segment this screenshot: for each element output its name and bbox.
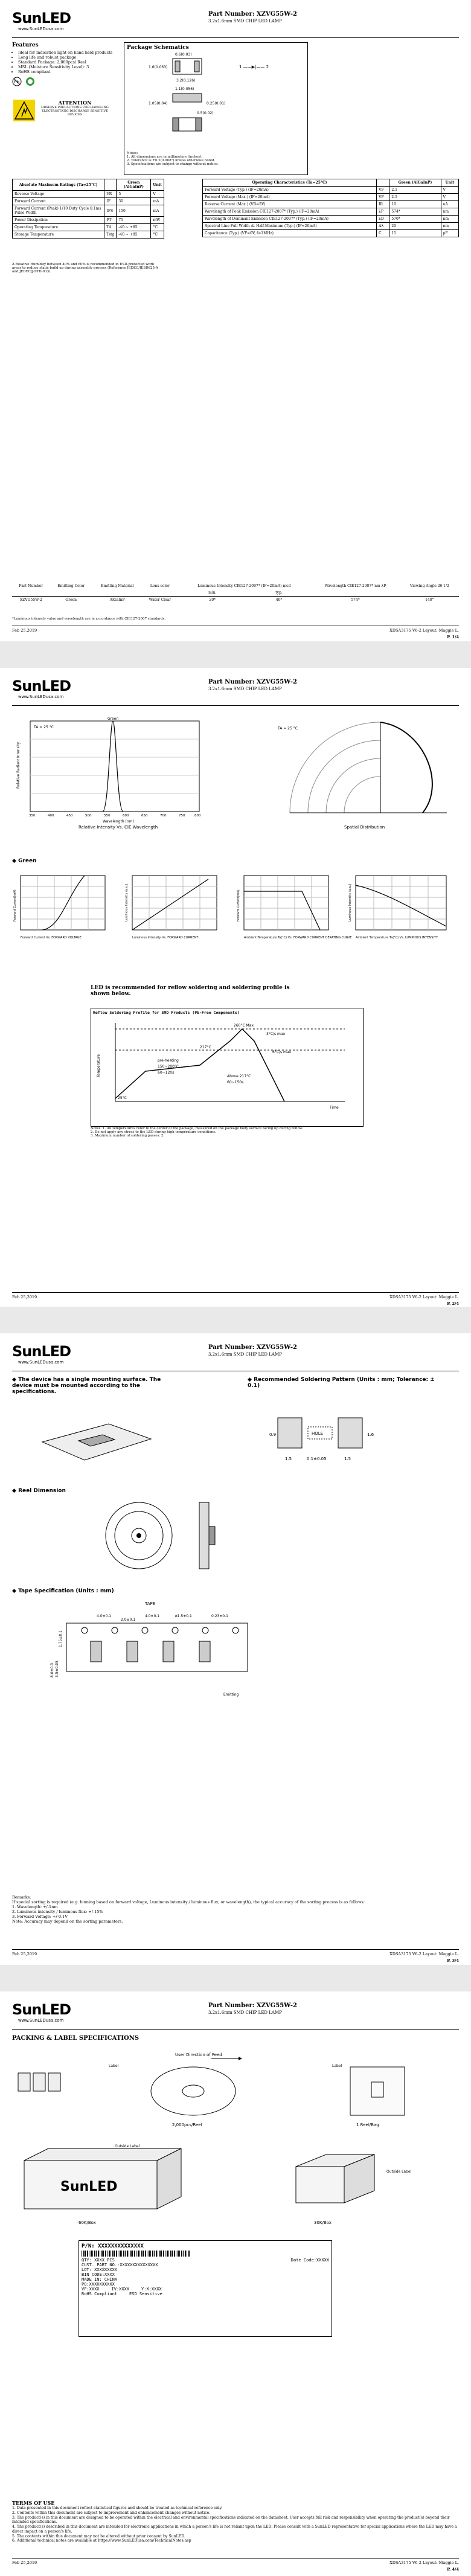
- table-row: [12, 597, 459, 604]
- y-label: Forward Current(mA): [13, 889, 17, 921]
- footer-date: Feb 25,2019: [12, 1295, 37, 1299]
- cell: IR: [377, 201, 389, 208]
- page-separator: [0, 641, 471, 668]
- remark-item: 1. Wavelength: +/-1nm: [12, 1905, 58, 1909]
- sunled-logo: [12, 2001, 71, 2023]
- cell: 15: [389, 230, 441, 237]
- table-header: Green (AlGaInP): [389, 179, 441, 187]
- schematic-title: Package Schematics: [127, 45, 189, 51]
- mount-title: ◆ The device has a single mounting surface. The device must be mounted according to the specifications.: [12, 1377, 161, 1395]
- cell: pF: [441, 230, 458, 237]
- cell: 150: [117, 205, 151, 217]
- tape-dim: 0.23±0.1: [211, 1614, 228, 1618]
- x-tick: 400: [48, 814, 54, 818]
- attention-title: ATTENTION: [58, 100, 92, 106]
- reflow-label: Temperature: [97, 1054, 101, 1077]
- mount-text: The device has a single mounting surface. The device must be mounted according to the specifications.: [12, 1377, 161, 1395]
- cell: nm: [441, 223, 458, 230]
- cell: mA: [151, 198, 164, 205]
- x-axis-label: Wavelength (nm): [103, 819, 134, 824]
- part-number: Part Number: XZVG55W-2: [208, 11, 297, 18]
- page-4: [0, 1991, 471, 2576]
- cell: 574*: [389, 208, 441, 216]
- subtitle: 3.2x1.6mm SMD CHIP LED LAMP: [208, 1352, 282, 1357]
- spatial-caption: Spatial Distribution: [344, 825, 385, 830]
- tape-dim: 4.0±0.1: [145, 1614, 160, 1618]
- cell: Reverse Voltage: [13, 191, 104, 198]
- brand-name: SunLED: [12, 10, 71, 27]
- y-label: Forward Current(mA): [237, 889, 240, 921]
- table-header: Unit: [151, 179, 164, 191]
- solder-pattern: [266, 1406, 386, 1472]
- label-line: LOT: XXXXXXXXX: [82, 2267, 118, 2272]
- col-header: Emitting Color: [57, 584, 85, 588]
- note-item: 2. Tolerance is ±0.2(0.008") unless otherwise noted.: [127, 159, 216, 162]
- table-header: Unit: [441, 179, 458, 187]
- spectrum-curve: [103, 721, 123, 812]
- dim-label: 0.25(0.01): [207, 101, 226, 106]
- box-brand: SunLED: [60, 2179, 118, 2194]
- reflow-profile: [91, 1008, 364, 1127]
- graph-iv-ta: [347, 873, 459, 952]
- cell: XZVG55W-2: [19, 598, 42, 602]
- tape-dim: 1.75±0.1: [59, 1630, 63, 1647]
- dim-label: 1.6(0.063): [149, 65, 168, 69]
- label-line: BIN CODE:XXXX: [82, 2272, 115, 2277]
- cell: 574*: [351, 598, 360, 602]
- ta-label: TA = 25 °C: [278, 726, 298, 731]
- table-header: [104, 179, 117, 191]
- solder-text: Recommended Soldering Pattern (Units : mm; Tolerance: ± 0.1): [248, 1377, 435, 1389]
- solder-dim: 1.5: [344, 1456, 351, 1461]
- table-header: Operating Characteristics (Ta=25°C): [203, 179, 377, 187]
- part-number: Part Number: XZVG55W-2: [208, 679, 297, 685]
- cell: 20: [389, 223, 441, 230]
- cell: Forward Voltage (Typ.) (IF=20mA): [203, 187, 377, 194]
- tape-dim: TAPE: [145, 1601, 156, 1606]
- characteristic-graphs: [12, 873, 459, 955]
- solder-dim: HOLE: [312, 1431, 324, 1436]
- spatial-curve: [380, 722, 432, 813]
- cell: °C: [151, 231, 164, 239]
- x-tick: 450: [66, 814, 73, 818]
- header-rule: [12, 2029, 459, 2030]
- table-row: [13, 205, 164, 217]
- page-number: P. 4/4: [447, 2567, 459, 2572]
- note-item: 1. All dimensions are in millimeters (inches).: [127, 155, 202, 159]
- cell: Operating Temperature: [13, 224, 104, 231]
- footer-doc: XDSA3175 V6-2 Layout: Maggie L.: [389, 628, 459, 633]
- cell: uA: [441, 201, 458, 208]
- table-row: [13, 198, 164, 205]
- table-row: [203, 230, 459, 237]
- reflow-label: 60~120s: [158, 1071, 175, 1075]
- reel-qty: 2,000pcs/Reel: [172, 2123, 202, 2127]
- graph-caption: Ambient Temperature Ta(°C) Vs. FORWARD CURRENT DERATING CURVE: [244, 936, 352, 940]
- cell: nm: [441, 216, 458, 223]
- footer-rule: [12, 1292, 459, 1293]
- label-line: VF:XXXX: [82, 2287, 100, 2292]
- packing-title: PACKING & LABEL SPECIFICATIONS: [12, 2035, 139, 2042]
- brand-url: www.SunLEDusa.com: [18, 2018, 64, 2023]
- cell: λD: [377, 216, 389, 223]
- brand-name: SunLED: [12, 2001, 71, 2018]
- table-row: [13, 191, 164, 198]
- table-row: [203, 216, 459, 223]
- label-line: IV:XXXX: [111, 2287, 130, 2292]
- dim-label: 3.2(0.126): [176, 78, 196, 83]
- features-list: [12, 50, 121, 74]
- terms-of-use: [12, 2500, 459, 2543]
- subtitle: 3.2x1.6mm SMD CHIP LED LAMP: [208, 19, 282, 24]
- table-row: [203, 223, 459, 230]
- package-drawing: [124, 50, 307, 156]
- col-header: Viewing Angle 2θ 1/2: [409, 584, 449, 588]
- cell: -40 ~ +85: [117, 231, 151, 239]
- footer-rule: [12, 1949, 459, 1950]
- remark-item: 2. Luminous intensity / luminous flux: +/-15%: [12, 1909, 103, 1914]
- cell: VR: [104, 191, 117, 198]
- reflow-note: 3. Maximum number of soldering passes: 2: [91, 1134, 164, 1138]
- cell: 2.1: [389, 187, 441, 194]
- label-line: MADE IN: CHINA: [82, 2277, 118, 2282]
- outside-label: Outside Label: [115, 2144, 140, 2148]
- cell: Forward Current (Peak) 1/10 Duty Cycle 0.1ms Pulse Width: [13, 205, 104, 217]
- page-number: P. 3/4: [447, 1958, 459, 1963]
- reflow-label: 260°C Max: [234, 1024, 254, 1028]
- col-header: Part Number: [19, 584, 43, 588]
- dim-label: 0.5(0.02): [197, 111, 214, 115]
- table-header: Absolute Maximum Ratings (Ta=25°C): [13, 179, 104, 191]
- reflow-note: Notes: 1. All temperatures refer to the center of the package, measured on the package body surface facing up during reflow.: [91, 1127, 303, 1130]
- barcode: [82, 2251, 190, 2257]
- cell: Power Dissipation: [13, 217, 104, 224]
- cell: V: [151, 191, 164, 198]
- solder-dim: 1.5: [285, 1456, 292, 1461]
- abs-max-table: [12, 179, 164, 239]
- remark-item: If special sorting is required (e.g. binning based on forward voltage, Luminous intensity / luminous flux, or wavelength), the typical accuracy of the sorting process is as follows:: [12, 1900, 365, 1905]
- label-line: ESD Sensitive: [129, 2292, 162, 2296]
- footer-doc: XDSA3175 V6-2 Layout: Maggie L.: [389, 1952, 459, 1956]
- subtitle: 3.2x1.6mm SMD CHIP LED LAMP: [208, 687, 282, 691]
- dim-label: 0.6(0.03): [175, 53, 192, 57]
- table-row: [203, 201, 459, 208]
- green-section-title: ◆ Green: [12, 858, 37, 864]
- cell: VF: [377, 187, 389, 194]
- dim-label: 1.1(0.056): [175, 87, 194, 91]
- x-tick: 550: [104, 814, 111, 818]
- col-header: Lens-color: [150, 584, 170, 588]
- page-2: [0, 668, 471, 1307]
- footer-doc: XDSA3175 V6-2 Layout: Maggie L.: [389, 2560, 459, 2565]
- table-row: [13, 217, 164, 224]
- cell: 2.5: [389, 194, 441, 201]
- table-header: Green (AlGaInP): [117, 179, 151, 191]
- table-row: [13, 231, 164, 239]
- col-subheader: typ.: [275, 591, 283, 595]
- pb-free-icon: [12, 77, 22, 86]
- reflow-title: LED is recommended for reflow soldering and soldering profile is shown below.: [91, 985, 290, 997]
- spectrum-caption: Relative Intensity Vs. CIE Wavelength: [78, 825, 158, 830]
- term-item: 2. Contents within this document are subject to improvement and enhancement changes without notice.: [12, 2510, 211, 2515]
- cell: 20*: [209, 598, 216, 602]
- reflow-label: 150~200°C: [158, 1065, 179, 1069]
- x-tick: 350: [29, 814, 36, 818]
- cell: Wavelength of Peak Emission CIE127-2007* (Typ.) (IF=20mA): [203, 208, 377, 216]
- graph-iv-if: [124, 873, 226, 952]
- reflow-chart-title: Reflow Soldering Profile for SMD Products (Pb-Free Components): [93, 1010, 240, 1015]
- solder-dim: 0.9: [269, 1432, 277, 1437]
- feed-label: User Direction of Feed: [175, 2052, 222, 2057]
- cell: Storage Temperature: [13, 231, 104, 239]
- feature-item: • Standard Package: 2,000pcs/ Reel: [18, 60, 121, 65]
- cell: Wavelength of Dominant Emission CIE127-2007* (Typ.) (IF=20mA): [203, 216, 377, 223]
- abs-note: A Relative Humidity between 40% and 60% is recommended in ESD-protected work areas to reduce static build up during assembly process (Reference JEDEC/JESD625-A and JEDEC/J-STD-033): [12, 263, 158, 274]
- tape-dim: ø1.5±0.1: [175, 1614, 192, 1618]
- col-subheader: min.: [208, 591, 217, 595]
- cell: 140°: [425, 598, 434, 602]
- svg-text:Pb: Pb: [14, 80, 20, 85]
- x-tick: 650: [141, 814, 148, 818]
- brand-url: www.SunLEDusa.com: [18, 27, 64, 31]
- col-header: Wavelength CIE127-2007* nm λP: [324, 584, 386, 588]
- reflow-label: 6°C/s max: [272, 1050, 292, 1054]
- cell: Δλ: [377, 223, 389, 230]
- cell: Forward Voltage (Max.) (IF=20mA): [203, 194, 377, 201]
- cell: mA: [151, 205, 164, 217]
- y-axis-label: Relative Radiant Intensity: [16, 742, 21, 789]
- box-drawing: [12, 2142, 459, 2233]
- solder-dim: 1.6: [367, 1432, 374, 1437]
- dim-label: 1.05(0.04): [149, 101, 168, 106]
- bag-qty: 1 Reel/Bag: [356, 2123, 379, 2127]
- part-number: Part Number: XZVG55W-2: [208, 1344, 297, 1351]
- x-tick: 600: [123, 814, 129, 818]
- packing-drawing: [12, 2049, 459, 2133]
- cell: Water Clear: [149, 598, 171, 602]
- feature-item: • RoHS compliant: [18, 69, 121, 74]
- cell: 40*: [275, 598, 283, 602]
- cell: Green: [65, 598, 77, 602]
- note-item: 3. Specifications are subject to change without notice.: [127, 162, 219, 166]
- term-item: 1. Data presented in this document reflect statistical figures and should be treated as technical reference only.: [12, 2506, 223, 2510]
- label-line: Y:X:XXXX: [141, 2287, 162, 2292]
- label-line: RoHS Compliant: [82, 2292, 118, 2296]
- outside-label: Outside Label: [386, 2170, 412, 2174]
- cell: 570*: [389, 216, 441, 223]
- reel-text: Reel Dimension: [18, 1488, 66, 1494]
- remark-item: 3. Forward Voltage: +/-0.1V: [12, 1914, 68, 1919]
- label-line: P/N: XXXXXXXXXXXXXX: [82, 2243, 144, 2249]
- graph-caption: Ambient Temperature Ta(°C) Vs. LUMINOUS INTENSITY: [356, 936, 438, 940]
- mounting-drawing: [36, 1412, 157, 1466]
- tape-dim: 3.5±0.05: [55, 1661, 59, 1677]
- page-number: P. 1/4: [447, 635, 459, 639]
- subtitle: 3.2x1.6mm SMD CHIP LED LAMP: [208, 2010, 282, 2015]
- cell: C: [377, 230, 389, 237]
- operating-table: [202, 179, 459, 237]
- brand-url: www.SunLEDusa.com: [18, 1360, 64, 1365]
- page-separator: [0, 1307, 471, 1333]
- cell: IFS: [104, 205, 117, 217]
- cell: TA: [104, 224, 117, 231]
- tape-dim: 4.0±0.1: [97, 1614, 112, 1618]
- solder-title: ◆ Recommended Soldering Pattern (Units : mm; Tolerance: ± 0.1): [248, 1377, 435, 1389]
- reflow-label: Time: [330, 1106, 339, 1110]
- brand-name: SunLED: [12, 678, 71, 694]
- reflow-label: pre-heating: [158, 1059, 179, 1063]
- x-tick: 750: [179, 814, 185, 818]
- y-label: Luminous Intensity (a.u.): [348, 883, 352, 921]
- table-row: [203, 187, 459, 194]
- tape-dim: 2.0±0.1: [121, 1618, 136, 1622]
- sunled-logo: [12, 1343, 71, 1365]
- term-item: 4. The product(s) described in this document are intended for electronic applications in which a person's life is not reliant upon the LED. Please consult with a SunLED representative for special applications where the LED may have a direct impact on a person's life.: [12, 2525, 457, 2534]
- tape-text: Tape Specification (Units : mm): [18, 1588, 114, 1594]
- esd-warning-icon: [13, 100, 35, 121]
- remarks: [12, 1895, 459, 1924]
- pin-label: 1 ——▶|—— 2: [239, 65, 269, 69]
- tape-dim: 8.0±0.3: [50, 1662, 54, 1677]
- label-text: Label: [332, 2064, 342, 2068]
- header-rule: [12, 37, 459, 38]
- shipping-label: [78, 2240, 332, 2337]
- terms-title: TERMS OF USE: [12, 2500, 55, 2506]
- term-item[interactable]: 6. Additional technical notes are available at https://www.SunLEDusa.com/TechnicalNotes.asp: [12, 2539, 191, 2543]
- page-1: [0, 0, 471, 640]
- sunled-logo: [12, 10, 71, 31]
- ta-label: TA = 25 °C: [34, 725, 54, 729]
- graph-caption: Forward Current Vs. FORWARD VOLTAGE: [21, 936, 82, 940]
- feature-item: • Long life and robust package: [18, 55, 121, 60]
- cell: mW: [151, 217, 164, 224]
- reflow-label: 217°C: [200, 1045, 211, 1049]
- cell: Spectral Line Full Width At Half-Maximum (Typ.) (IF=20mA): [203, 223, 377, 230]
- feature-item: • Ideal for indication light on hand held products: [18, 50, 121, 55]
- page-number: P. 2/4: [447, 1301, 459, 1306]
- table-row: [203, 194, 459, 201]
- header-rule: [12, 705, 459, 706]
- spectrum-chart: [12, 716, 211, 831]
- cell: 10: [389, 201, 441, 208]
- label-text: Label: [109, 2064, 119, 2068]
- cell: 30: [117, 198, 151, 205]
- remark-item: Note: Accuracy may depend on the sorting parameters.: [12, 1919, 123, 1924]
- table-row: [203, 208, 459, 216]
- reflow-label: 60~150s: [227, 1080, 244, 1085]
- reflow-label: 25°C: [118, 1096, 127, 1100]
- package-schematics: [124, 42, 308, 175]
- selection-note: *Luminous intensity value and wavelength are in accordance with CIE127-2007 standards.: [12, 617, 166, 621]
- reflow-label: 3°C/s max: [266, 1032, 286, 1036]
- reflow-note: 2. Do not apply any stress to the LED during high temperature conditions.: [91, 1130, 216, 1134]
- cell: Forward Current: [13, 198, 104, 205]
- col-header: Emitting Material: [101, 584, 134, 588]
- cell: λP: [377, 208, 389, 216]
- x-tick: 500: [85, 814, 92, 818]
- peak-label: Green: [107, 717, 119, 721]
- col-header: Luminous Intensity CIE127-2007* (IF=20mA) mcd: [197, 584, 291, 588]
- tape-drawing: [48, 1599, 278, 1702]
- page-3: [0, 1333, 471, 1965]
- label-line: PO:XXXXXXXXXX: [82, 2282, 115, 2287]
- rohs-icon: [25, 77, 35, 86]
- reel-title: ◆ Reel Dimension: [12, 1488, 66, 1494]
- green-label: Green: [18, 858, 37, 864]
- x-tick: 800: [194, 814, 201, 818]
- graph-caption: Luminous Intensity Vs. FORWARD CURRENT: [132, 936, 199, 940]
- spatial-chart: [266, 716, 459, 831]
- feature-item: • MSL (Moisture Sensitivity Level): 3: [18, 65, 121, 69]
- cell: VF: [377, 194, 389, 201]
- solder-dim: 0.1±0.05: [307, 1456, 327, 1461]
- sunled-logo: [12, 678, 71, 699]
- reflow-chart: [91, 1017, 363, 1117]
- cell: °C: [151, 224, 164, 231]
- footer-date: Feb 25,2019: [12, 1952, 37, 1956]
- cell: AlGaInP: [109, 598, 125, 602]
- graph-fv: [12, 873, 115, 952]
- label-line: CUST. PART NO.:XXXXXXXXXXXXXXX: [82, 2263, 158, 2267]
- cell: Capacitance (Typ.) (VF=0V, f=1MHz): [203, 230, 377, 237]
- page-separator: [0, 1965, 471, 1991]
- tape-dim: Emitting: [223, 1693, 239, 1697]
- remarks-title: Remarks:: [12, 1895, 31, 1900]
- label-line: Date Code:XXXXX: [290, 2258, 329, 2263]
- attention-text: OBSERVE PRECAUTIONS FOR HANDLING ELECTROSTATIC DISCHARGE SENSITIVE DEVICES: [41, 106, 109, 117]
- part-number: Part Number: XZVG55W-2: [208, 2002, 297, 2009]
- table-header: [377, 179, 389, 187]
- cell: nm: [441, 208, 458, 216]
- cell: Reverse Current (Max.) (VR=5V): [203, 201, 377, 208]
- label-line: QTY: XXXX PCS: [82, 2258, 115, 2263]
- footer-date: Feb 25,2019: [12, 628, 37, 633]
- cell: 75: [117, 217, 151, 224]
- features-title: Features: [12, 42, 39, 48]
- footer-date: Feb 25,2019: [12, 2560, 37, 2565]
- brand-name: SunLED: [12, 1343, 71, 1360]
- cell: V: [441, 187, 458, 194]
- tape-title: ◆ Tape Specification (Units : mm): [12, 1588, 114, 1594]
- selection-table: [12, 583, 459, 603]
- box2-qty: 30K/Box: [314, 2220, 332, 2225]
- cell: -40 ~ +85: [117, 224, 151, 231]
- x-tick: 700: [160, 814, 167, 818]
- cell: V: [441, 194, 458, 201]
- cell: PT: [104, 217, 117, 224]
- footer-doc: XDSA3175 V6-2 Layout: Maggie L.: [389, 1295, 459, 1299]
- box1-qty: 60K/Box: [78, 2220, 96, 2225]
- cell: 5: [117, 191, 151, 198]
- cell: Tstg: [104, 231, 117, 239]
- term-item: 5. The contents within this document may not be altered without prior consent by SunLED.: [12, 2534, 185, 2539]
- y-label: Luminous Intensity (a.u.): [125, 883, 129, 921]
- cell: IF: [104, 198, 117, 205]
- notes-title: Notes:: [127, 152, 138, 155]
- reel-drawing: [97, 1496, 254, 1575]
- reflow-label: Above 217°C: [227, 1074, 251, 1078]
- term-item: 3. The product(s) in this document are designed to be operated within the electrical and environmental specifications indicated on the datasheet. User accepts full risk and responsibility when operating the product(s) beyond their intended specifications.: [12, 2515, 450, 2525]
- table-row: [13, 224, 164, 231]
- brand-url: www.SunLEDusa.com: [18, 694, 64, 699]
